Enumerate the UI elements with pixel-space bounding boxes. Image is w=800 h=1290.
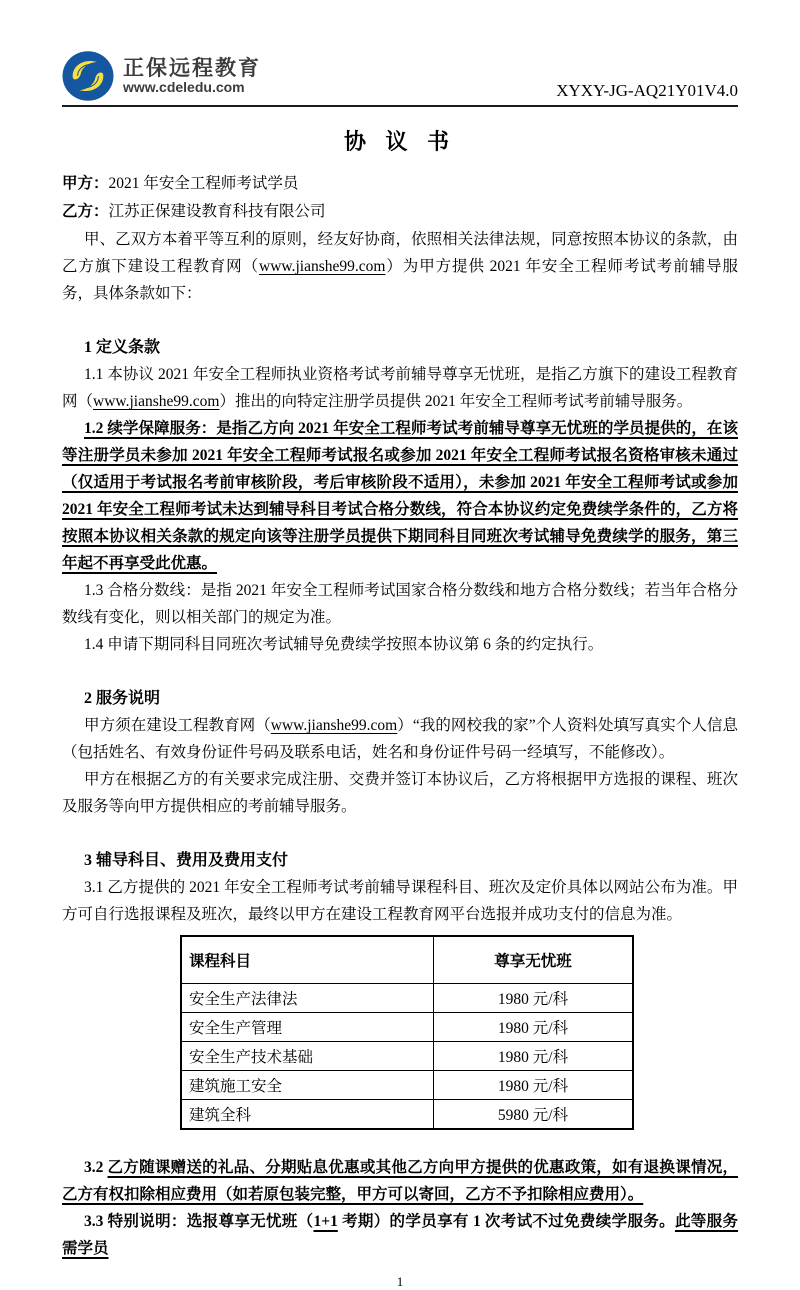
course-price: 1980 元/科 <box>434 1013 634 1042</box>
section-3-heading: 3 辅导科目、费用及费用支付 <box>84 852 289 869</box>
party-a-line <box>62 170 738 198</box>
course-price: 1980 元/科 <box>434 984 634 1013</box>
party-b-value: 江苏正保建设教育科技有限公司 <box>108 203 326 220</box>
table-header-row <box>181 936 633 984</box>
p33-underlined-clause: 此等服务需学员 <box>62 1213 738 1257</box>
party-b-line <box>62 198 738 226</box>
course-name: 安全生产技术基础 <box>181 1042 434 1071</box>
jianshe99-link[interactable]: www.jianshe99.com <box>93 393 220 410</box>
brand-logo-icon <box>62 50 114 102</box>
paragraph-3-2 <box>62 1154 738 1208</box>
intro-text-post: ）为甲方提供 2021 年安全工程师考试考前辅导服务，具体条款如下： <box>62 258 738 302</box>
intro-text-pre: 甲、乙双方本着平等互利的原则，经友好协商，依照相关法律法规，同意按照本协议的条款，由乙方旗下建设工程教育网（ <box>62 231 738 275</box>
p12-text: 1.2 续学保障服务：是指乙方向 2021 年安全工程师考试考前辅导尊享无忧班的学员提供的，在该等注册学员未参加 2021 年安全工程师考试报名或参加 2021 年安全工程师考试报名资格审核未通过（仅适用于考试报名考前审核阶段，考后审核阶段不适用），未参加 2021 年安全工程师考试或参加 2021 年安全工程师考试未达到辅导科目考试合格分数线，符合本协议约定免费续学条件的，乙方将按照本协议相关条款的规定向该等注册学员提供下期同科目同班次考试辅导免费续学的服务，第三年起不再享受此优惠。 <box>62 420 738 572</box>
party-a-label: 甲方： <box>62 175 109 192</box>
course-name: 安全生产法律法 <box>181 984 434 1013</box>
course-price: 1980 元/科 <box>434 1042 634 1071</box>
section-1-heading: 1 定义条款 <box>84 339 161 356</box>
p11-text-pre: 1.1 本协议 2021 年安全工程师执业资格考试考前辅导尊享无忧班，是指乙方旗下的建设工程教育网（ <box>62 366 738 410</box>
document-code: XYXY-JG-AQ21Y01V4.0 <box>556 81 738 100</box>
paragraph-1-1 <box>62 361 738 415</box>
brand-url: www.cdeledu.com <box>123 78 245 95</box>
p21-text-pre: 甲方须在建设工程教育网（ <box>84 717 271 734</box>
table-header-class: 尊享无忧班 <box>434 936 634 984</box>
intro-paragraph <box>62 226 738 307</box>
brand <box>62 50 261 102</box>
table-header-subject: 课程科目 <box>181 936 434 984</box>
course-price: 5980 元/科 <box>434 1100 634 1130</box>
section-2-heading: 2 服务说明 <box>84 690 161 707</box>
party-b-label: 乙方： <box>62 203 109 220</box>
course-name: 安全生产管理 <box>181 1013 434 1042</box>
table-row <box>181 984 633 1013</box>
paragraph-1-3: 1.3 合格分数线：是指 2021 年安全工程师考试国家合格分数线和地方合格分数线；若当年合格分数线有变化，则以相关部门的规定为准。 <box>62 582 738 626</box>
paragraph-2-2: 甲方在根据乙方的有关要求完成注册、交费并签订本协议后，乙方将根据甲方选报的课程、班次及服务等向甲方提供相应的考前辅导服务。 <box>62 771 738 815</box>
page-header <box>62 50 738 107</box>
table-row <box>181 1013 633 1042</box>
document-title: 协 议 书 <box>343 129 456 154</box>
paragraph-1-2 <box>62 415 738 577</box>
jianshe99-link[interactable]: www.jianshe99.com <box>259 258 386 275</box>
course-price: 1980 元/科 <box>434 1071 634 1100</box>
table-row <box>181 1042 633 1071</box>
p32-number: 3.2 <box>84 1159 104 1176</box>
page-number: 1 <box>396 1274 404 1289</box>
paragraph-2-1 <box>62 712 738 766</box>
parties-block <box>62 170 738 226</box>
table-row <box>181 1071 633 1100</box>
paragraph-1-4: 1.4 申请下期同科目同班次考试辅导免费续学按照本协议第 6 条的约定执行。 <box>84 636 604 653</box>
paragraph-3-3 <box>62 1208 738 1262</box>
p21-text-post: ）“我的网校我的家”个人资料处填写真实个人信息（包括姓名、有效身份证件号码及联系电话，姓名和身份证件号码一经填写，不能修改）。 <box>62 717 738 761</box>
p32-text: 乙方随课赠送的礼品、分期贴息优惠或其他乙方向甲方提供的优惠政策，如有退换课情况，乙方有权扣除相应费用（如若原包装完整，甲方可以寄回，乙方不予扣除相应费用）。 <box>62 1159 739 1203</box>
price-table <box>180 935 634 1130</box>
p11-text-post: ）推出的向特定注册学员提供 2021 年安全工程师考试考前辅导服务。 <box>219 393 693 410</box>
p33-text-mid: 考期）的学员享有 1 次考试不过免费续学服务。 <box>337 1213 675 1230</box>
brand-text <box>123 57 261 95</box>
table-row <box>181 1100 633 1130</box>
party-a-value: 2021 年安全工程师考试学员 <box>108 175 299 192</box>
jianshe99-link[interactable]: www.jianshe99.com <box>270 717 398 734</box>
paragraph-3-1: 3.1 乙方提供的 2021 年安全工程师考试考前辅导课程科目、班次及定价具体以网站公布为准。甲方可自行选报课程及班次，最终以甲方在建设工程教育网平台选报并成功支付的信息为准。 <box>62 879 738 923</box>
course-name: 建筑全科 <box>181 1100 434 1130</box>
p33-text-pre: 3.3 特别说明：选报尊享无忧班（ <box>84 1213 314 1230</box>
course-name: 建筑施工安全 <box>181 1071 434 1100</box>
p33-underlined-term: 1+1 <box>313 1213 338 1230</box>
brand-name: 正保远程教育 <box>123 56 261 80</box>
